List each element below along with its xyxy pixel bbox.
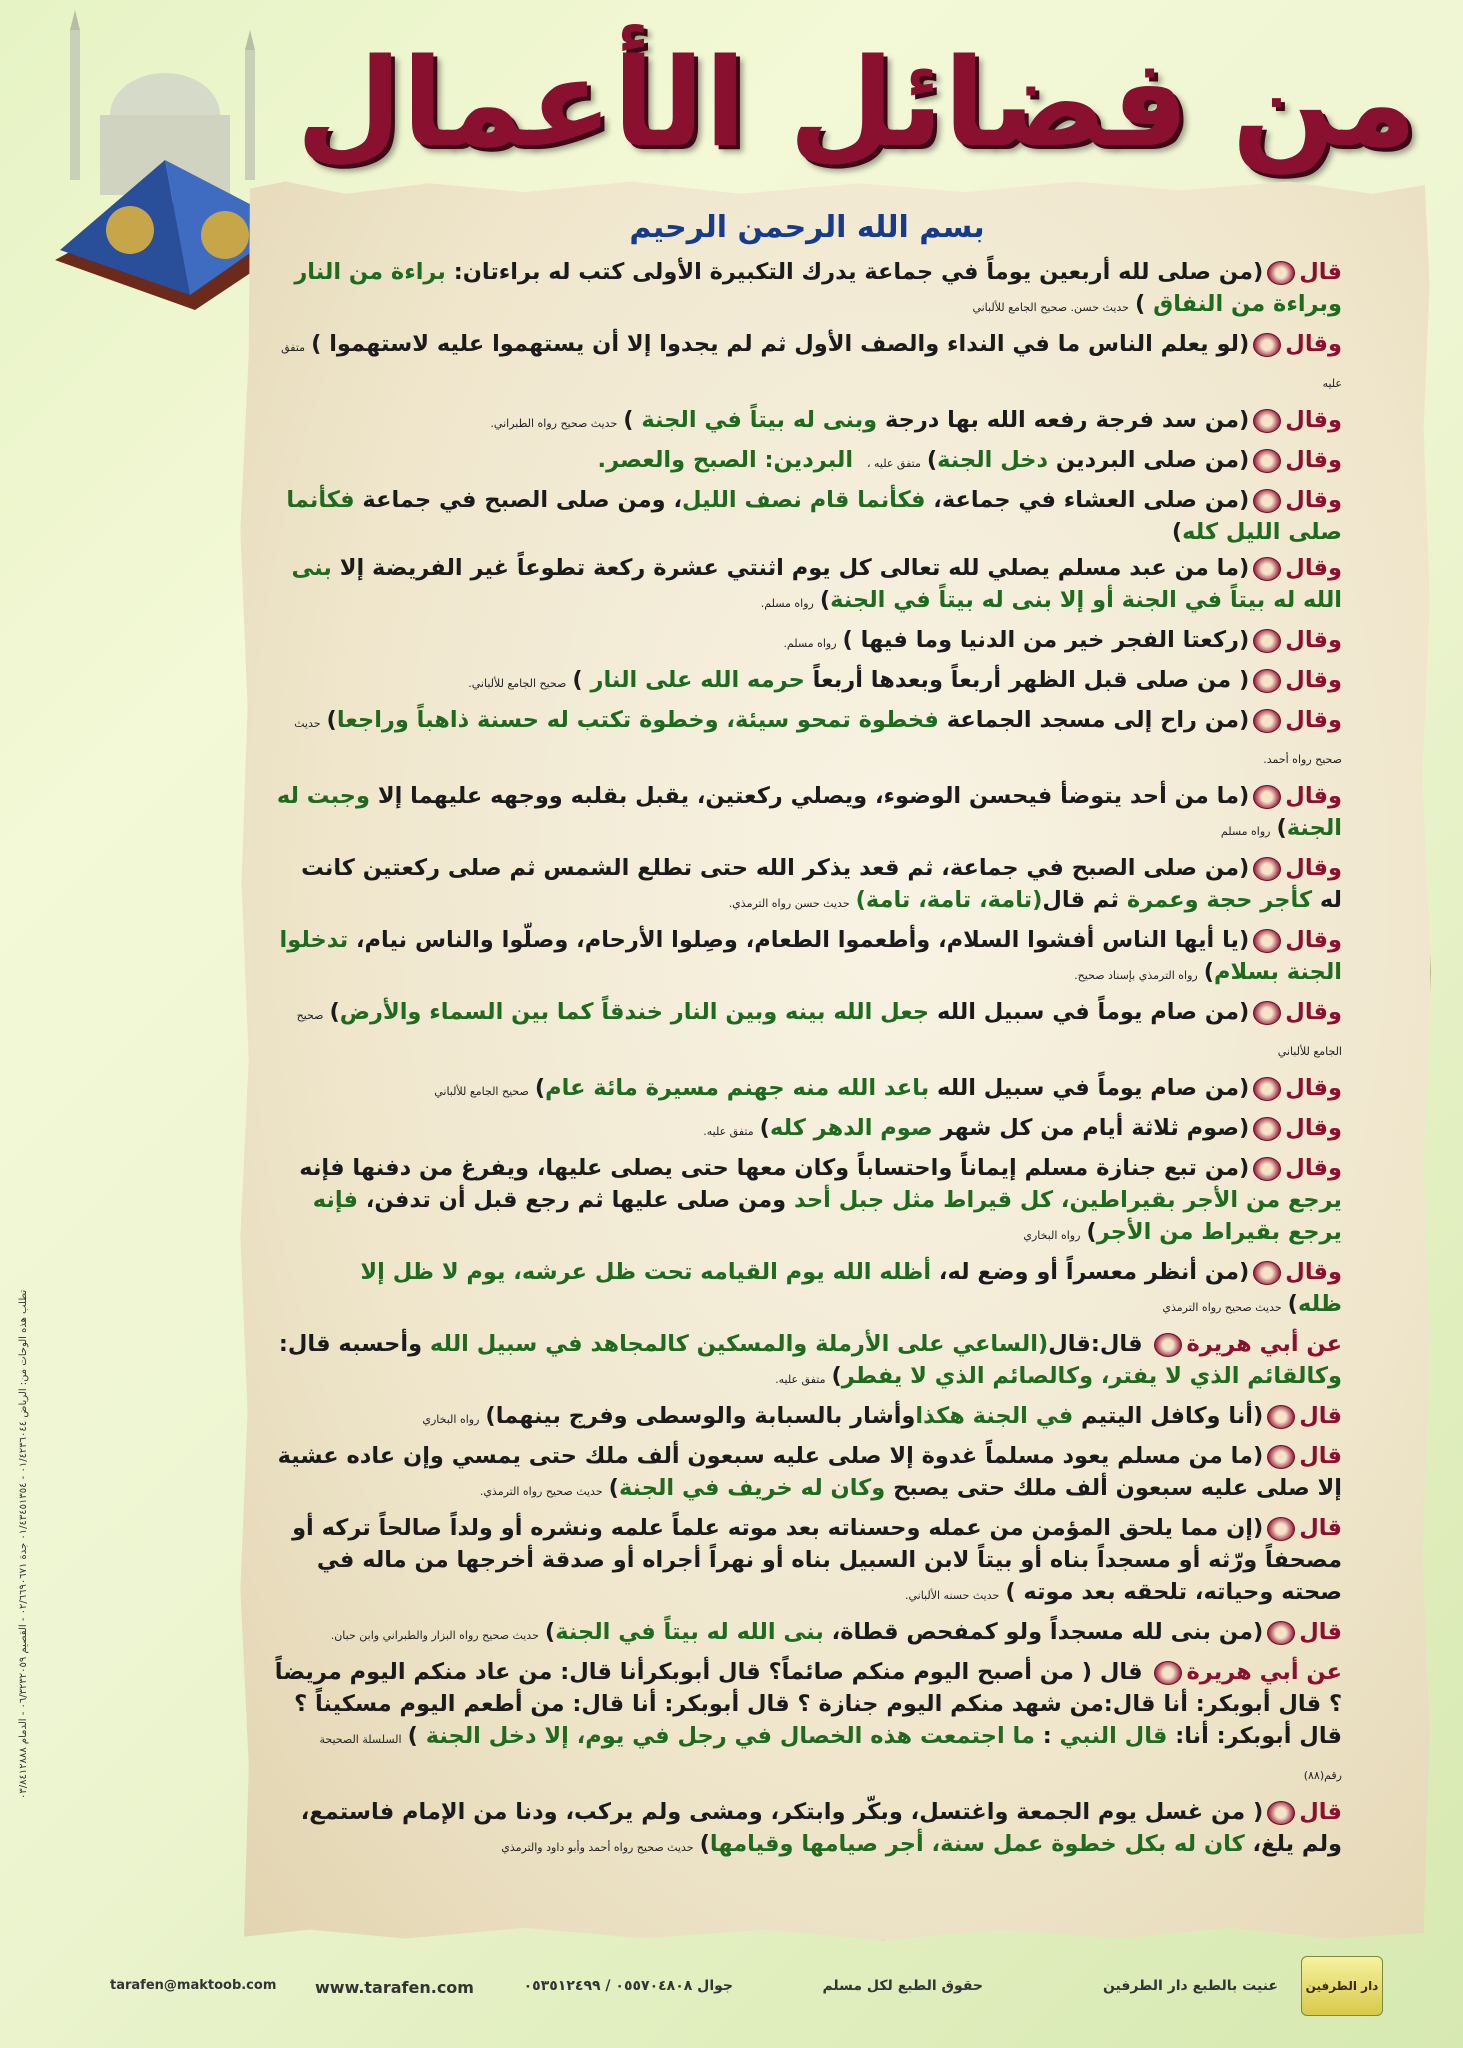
- hadith-reward: كأجر حجة وعمرة: [1126, 887, 1313, 913]
- hadith-text: (لو يعلم الناس ما في النداء والصف الأول ثم لم يجدوا إلا أن يستهموا عليه لاستهموا ): [311, 331, 1250, 357]
- website-link[interactable]: www.tarafen.com: [315, 1978, 474, 1997]
- hadith-entry: [272, 996, 1342, 1068]
- hadith-text: ( من غسل يوم الجمعة واغتسل، وبكّر وابتكر، ومشى ولم يركب، ودنا من الإمام فاستمع، ولم يلغ،: [300, 1799, 1342, 1857]
- hadith-source: حديث صحيح رواه البزار والطبراني وابن حبان.: [330, 1629, 539, 1642]
- hadith-prefix: قال: [1299, 1403, 1342, 1429]
- salutation-icon: [1267, 1517, 1295, 1541]
- hadith-prefix: وقال: [1285, 331, 1342, 357]
- hadith-text-cont: ): [926, 447, 938, 473]
- hadith-entry: [272, 704, 1342, 776]
- hadith-source: صحيح الجامع للألباني.: [468, 677, 567, 690]
- hadith-entry: [272, 1616, 1342, 1652]
- hadith-text: (من سد فرجة رفعه الله بها درجة: [877, 407, 1250, 433]
- hadith-reward: وبنى له بيتاً في الجنة: [641, 407, 878, 433]
- salutation-icon: [1253, 333, 1281, 357]
- hadith-note: البردين: الصبح والعصر.: [597, 447, 861, 473]
- salutation-icon: [1253, 629, 1281, 653]
- hadith-reward: ما اجتمعت هذه الخصال في رجل في يوم، إلا دخل الجنة: [425, 1723, 1035, 1749]
- hadith-source: رواه البخاري: [422, 1413, 480, 1426]
- hadith-prefix: وقال: [1285, 627, 1342, 653]
- hadith-prefix: عن أبي هريرة: [1186, 1331, 1342, 1357]
- hadith-prefix: قال: [1299, 1443, 1342, 1469]
- hadith-entry: [272, 1656, 1342, 1792]
- hadith-prefix: قال: [1299, 1515, 1342, 1541]
- hadith-entry: [272, 1256, 1342, 1324]
- hadith-text: (من صلى لله أربعين يوماً في جماعة يدرك التكبيرة الأولى كتب له براءتان:: [445, 259, 1264, 285]
- hadith-text: (ما من عبد مسلم يصلي لله تعالى كل يوم اثنتي عشرة ركعة تطوعاً غير الفريضة إلا: [331, 555, 1250, 581]
- hadith-prefix: وقال: [1285, 927, 1342, 953]
- salutation-icon: [1253, 669, 1281, 693]
- hadith-entry: [272, 1072, 1342, 1108]
- hadith-prefix: وقال: [1285, 487, 1342, 513]
- hadith-entry: [272, 1152, 1342, 1252]
- hadith-text-cont: ): [1134, 291, 1154, 317]
- publisher-logo: [1301, 1956, 1383, 2016]
- salutation-icon: [1253, 857, 1281, 881]
- hadith-prefix: وقال: [1285, 447, 1342, 473]
- hadith-prefix: قال: [1299, 1799, 1342, 1825]
- hadith-prefix: وقال: [1285, 1075, 1342, 1101]
- hadith-text: ( من صلى قبل الظهر أربعاً وبعدها أربعاً: [804, 667, 1250, 693]
- salutation-icon: [1154, 1333, 1182, 1357]
- hadith-text: (إن مما يلحق المؤمن من عمله وحسناته بعد موته علماً علمه ونشره أو ولداً صالحاً تركه أو مصحفاً ورّثه أو مسجداً بناه أو بيتاً لابن السبيل بناه أو نهراً أجراه أو صدقة أخرجها من ماله في صحته وحياته، تلحقه بعد موته ): [292, 1515, 1342, 1605]
- hadith-reward: كان له بكل خطوة عمل سنة، أجر صيامها وقيامها: [709, 1831, 1245, 1857]
- hadith-text-cont: ): [544, 1619, 556, 1645]
- hadith-text-cont: ): [329, 999, 340, 1025]
- hadith-text: (ما من مسلم يعود مسلماً غدوة إلا صلى عليه سبعون ألف ملك حتى يمسي وإن عاده عشية إلا صلى عليه سبعون ألف ملك حتى يصبح: [277, 1443, 1342, 1501]
- hadith-text: (من تبع جنازة مسلم إيماناً واحتساباً وكان معها حتى يصلى عليها، ويفرغ من دفنها فإنه: [299, 1155, 1250, 1181]
- hadith-source: رواه الترمذي بإسناد صحيح.: [1074, 969, 1198, 982]
- hadith-reward: يرجع من الأجر بقيراطين، كل قيراط مثل جبل أحد: [793, 1187, 1342, 1213]
- phone-numbers: جوال ٠٥٥٧٠٤٨٠٨ / ٠٥٣٥١٢٤٩٩: [523, 1978, 733, 1994]
- hadith-text-cont: ): [572, 667, 591, 693]
- hadith-text: (ما من أحد يتوضأ فيحسن الوضوء، ويصلي ركعتين، يقبل بقلبه ووجهه عليهما إلا: [370, 783, 1250, 809]
- hadith-source: حديث حسن رواه الترمذي.: [728, 897, 850, 910]
- hadith-source: حديث صحيح رواه أحمد.: [294, 717, 1342, 766]
- hadith-prefix: وقال: [1285, 707, 1342, 733]
- hadith-text-cont: ): [608, 1475, 619, 1501]
- salutation-icon: [1253, 409, 1281, 433]
- hadith-reward: (الساعي على الأرملة والمسكين كالمجاهد في سبيل الله: [429, 1331, 1049, 1357]
- hadith-text-cont: ، ومن صلى الصبح في جماعة: [354, 487, 682, 513]
- hadith-entry: [272, 328, 1342, 400]
- salutation-icon: [1267, 1405, 1295, 1429]
- hadith-source: حديث صحيح رواه الترمذي: [1162, 1301, 1282, 1314]
- hadith-text: (من بنى لله مسجداً ولو كمفحص قطاة،: [823, 1619, 1264, 1645]
- salutation-icon: [1253, 449, 1281, 473]
- hadith-source: متفق عليه ،: [866, 457, 921, 470]
- hadith-reward: تدخلوا الجنة بسلام: [279, 927, 1342, 985]
- salutation-icon: [1253, 709, 1281, 733]
- hadith-text: (من صلى البردين: [1048, 447, 1250, 473]
- hadith-text: (من صلى الصبح في جماعة، ثم قعد يذكر الله حتى تطلع الشمس ثم صلى ركعتين كانت له: [301, 855, 1342, 913]
- hadith-source: صحيح الجامع للألباني: [434, 1085, 529, 1098]
- hadith-source: متفق عليه: [281, 341, 1342, 390]
- hadith-prefix: وقال: [1285, 999, 1342, 1025]
- hadith-prefix: وقال: [1285, 1155, 1342, 1181]
- hadith-reward: باعد الله منه جهنم مسيرة مائة عام: [545, 1075, 930, 1101]
- hadith-entry: [272, 780, 1342, 848]
- hadith-entry: [272, 1328, 1342, 1396]
- hadith-text-cont: ): [759, 1115, 770, 1141]
- hadith-entry: [272, 444, 1342, 480]
- hadith-entry: [272, 404, 1342, 440]
- hadith-source: رواه البخاري: [1023, 1229, 1081, 1242]
- page-title: من فضائل الأعمال: [295, 32, 1418, 174]
- hadith-text: قال ( من أصبح اليوم منكم صائماً؟ قال أبوبكرأنا قال: من عاد منكم اليوم مريضاً ؟ قال أبوبكر: أنا قال:من شهد منكم اليوم جنازة ؟ قال أبوبكر: أنا قال: من أطعم اليوم مسكيناً ؟ قال أبوبكر: أنا:: [274, 1659, 1342, 1749]
- hadith-reward: فخطوة تمحو سيئة، وخطوة تكتب له حسنة ذاهباً وراجعا: [336, 707, 939, 733]
- hadith-source: متفق عليه.: [703, 1125, 754, 1138]
- hadith-reward: قال النبي: [1059, 1723, 1168, 1749]
- header: [0, 0, 1463, 200]
- hadith-text: (أنا وكافل اليتيم: [1073, 1403, 1264, 1429]
- hadith-reward: بنى الله له بيتاً في الجنة: [555, 1619, 824, 1645]
- hadith-text: (صوم ثلاثة أيام من كل شهر: [932, 1115, 1250, 1141]
- hadith-entry: [272, 1796, 1342, 1864]
- hadith-text-cont: :: [1034, 1723, 1060, 1749]
- hadith-source: صحيح الجامع للألباني: [296, 1009, 1342, 1058]
- hadith-entry: [272, 552, 1342, 620]
- hadith-prefix: عن أبي هريرة: [1186, 1659, 1342, 1685]
- hadith-prefix: وقال: [1285, 783, 1342, 809]
- hadith-reward: فكأنما قام نصف الليل: [682, 487, 926, 513]
- hadith-text-cont: ): [1203, 959, 1215, 985]
- hadith-prefix: وقال: [1285, 1259, 1342, 1285]
- salutation-icon: [1154, 1661, 1182, 1685]
- hadith-entry: [272, 256, 1342, 324]
- hadith-prefix: وقال: [1285, 1115, 1342, 1141]
- salutation-icon: [1267, 261, 1295, 285]
- hadith-text: قال:قال: [1048, 1331, 1151, 1357]
- hadith-reward: (تامة، تامة، تامة): [855, 887, 1043, 913]
- salutation-icon: [1253, 1261, 1281, 1285]
- hadith-prefix: قال: [1299, 259, 1342, 285]
- salutation-icon: [1267, 1801, 1295, 1825]
- hadith-entry: [272, 924, 1342, 992]
- salutation-icon: [1253, 489, 1281, 513]
- hadith-reward: صوم الدهر كله: [769, 1115, 933, 1141]
- hadith-text-cont: ): [326, 707, 337, 733]
- hadith-reward: بنى الله له بيتاً في الجنة أو إلا بنى له بيتاً في الجنة: [291, 555, 1342, 613]
- hadith-text: (من صلى العشاء في جماعة،: [925, 487, 1250, 513]
- hadith-reward: فإنه يرجع بقيراط من الأجر: [312, 1187, 1342, 1245]
- hadith-source: رواه مسلم.: [783, 637, 837, 650]
- hadith-text-cont: ومن صلى عليها ثم رجع قبل أن تدفن،: [358, 1187, 794, 1213]
- publisher-logo-text: دار الطرفين: [1305, 1979, 1379, 1993]
- hadith-text: (من أنظر معسراً أو وضع له،: [931, 1259, 1250, 1285]
- hadith-prefix: قال: [1299, 1619, 1342, 1645]
- hadith-content: [272, 200, 1342, 1900]
- hadith-entry: [272, 1112, 1342, 1148]
- hadith-entry: [272, 484, 1342, 548]
- hadith-text: (ركعتا الفجر خير من الدنيا وما فيها ): [842, 627, 1250, 653]
- salutation-icon: [1253, 1001, 1281, 1025]
- hadith-reward: وجبت له الجنة: [276, 783, 1342, 841]
- hadith-source: السلسلة الصحيحة رقم(٨٨): [319, 1733, 1342, 1782]
- hadith-reward: وكالقائم الذي لا يفتر، وكالصائم الذي لا يفطر: [841, 1363, 1342, 1389]
- hadith-source: حديث صحيح رواه الطبراني.: [490, 417, 618, 430]
- hadith-text: (يا أيها الناس أفشوا السلام، وأطعموا الطعام، وصِلوا الأرحام، وصلّوا والناس نيام،: [348, 927, 1250, 953]
- hadith-entry: [272, 624, 1342, 660]
- hadith-text-cont: ): [1287, 1291, 1298, 1317]
- hadith-entry: [272, 852, 1342, 920]
- salutation-icon: [1253, 557, 1281, 581]
- hadith-text: (من صام يوماً في سبيل الله: [929, 999, 1250, 1025]
- footer: [0, 1950, 1463, 2030]
- hadith-text-cont: ): [1171, 519, 1183, 545]
- hadith-prefix: وقال: [1285, 555, 1342, 581]
- salutation-icon: [1253, 929, 1281, 953]
- rights-note: حقوق الطبع لكل مسلم: [822, 1978, 983, 1994]
- hadith-prefix: وقال: [1285, 407, 1342, 433]
- hadith-source: حديث صحيح رواه أحمد وأبو داود والترمذي: [501, 1841, 694, 1854]
- hadith-reward: في الجنة هكذا: [915, 1403, 1074, 1429]
- hadith-source: متفق عليه.: [775, 1373, 826, 1386]
- hadith-reward: دخل الجنة: [937, 447, 1049, 473]
- side-contact-note: تطلب هذه الوحات من: الرياض ٠١/٤٢٣٦٠٤٤ - ٠١/٤٣٤٥١٣٥٤ جدة ٠٢/٦٦٩٠٦٧١ - القصيم ٠٦/٣٢٣٢٠٥٩ - الدمام ٠٣/٨٤١٢٨٨٨: [18, 1290, 29, 1800]
- publisher-credit: عنيت بالطبع دار الطرفين: [1102, 1978, 1278, 1994]
- hadith-entry: [272, 1440, 1342, 1508]
- hadith-list: [272, 256, 1342, 1864]
- hadith-source: حديث حسنه الألباني.: [904, 1589, 1000, 1602]
- basmala: بسم الله الرحمن الرحيم: [629, 210, 985, 245]
- hadith-text-cont: ): [1086, 1219, 1097, 1245]
- hadith-text-cont: ): [1276, 815, 1287, 841]
- hadith-source: رواه مسلم: [1220, 825, 1271, 838]
- hadith-source: حديث صحيح رواه الترمذي.: [479, 1485, 603, 1498]
- hadith-text-cont: ): [699, 1831, 710, 1857]
- hadith-text: (من راح إلى مسجد الجماعة: [938, 707, 1250, 733]
- salutation-icon: [1253, 1077, 1281, 1101]
- salutation-icon: [1267, 1445, 1295, 1469]
- hadith-entry: [272, 1400, 1342, 1436]
- salutation-icon: [1267, 1621, 1295, 1645]
- hadith-text-cont: ثم قال: [1042, 887, 1127, 913]
- hadith-text-cont: ): [534, 1075, 546, 1101]
- hadith-prefix: وقال: [1285, 667, 1342, 693]
- salutation-icon: [1253, 785, 1281, 809]
- email-link[interactable]: tarafen@maktoob.com: [110, 1978, 277, 1993]
- hadith-reward: جعل الله بينه وبين النار خندقاً كما بين السماء والأرض: [339, 999, 930, 1025]
- hadith-text-cont: ): [623, 407, 642, 433]
- hadith-text-cont: وأحسبه قال:: [278, 1331, 430, 1357]
- hadith-text-cont: ): [407, 1723, 426, 1749]
- hadith-reward: فكأنما صلى الليل كله: [286, 487, 1342, 545]
- hadith-text: (من صام يوماً في سبيل الله: [929, 1075, 1250, 1101]
- salutation-icon: [1253, 1117, 1281, 1141]
- hadith-source: رواه مسلم.: [760, 597, 814, 610]
- hadith-entry: [272, 1512, 1342, 1612]
- hadith-prefix: وقال: [1285, 855, 1342, 881]
- hadith-reward: براءة من النار وبراءة من النفاق: [294, 259, 1342, 317]
- hadith-text-cont: ): [831, 1363, 842, 1389]
- hadith-reward: وكان له خريف في الجنة: [618, 1475, 886, 1501]
- hadith-entry: [272, 664, 1342, 700]
- hadith-reward: أظله الله يوم القيامه تحت ظل عرشه، يوم لا ظل إلا ظله: [360, 1259, 1342, 1317]
- salutation-icon: [1253, 1157, 1281, 1181]
- hadith-source: حديث حسن. صحيح الجامع للألباني: [972, 301, 1129, 314]
- hadith-reward: حرمه الله على النار: [590, 667, 805, 693]
- hadith-text-cont: وأشار بالسبابة والوسطى وفرج بينهما): [485, 1403, 916, 1429]
- hadith-text-cont: ): [819, 587, 831, 613]
